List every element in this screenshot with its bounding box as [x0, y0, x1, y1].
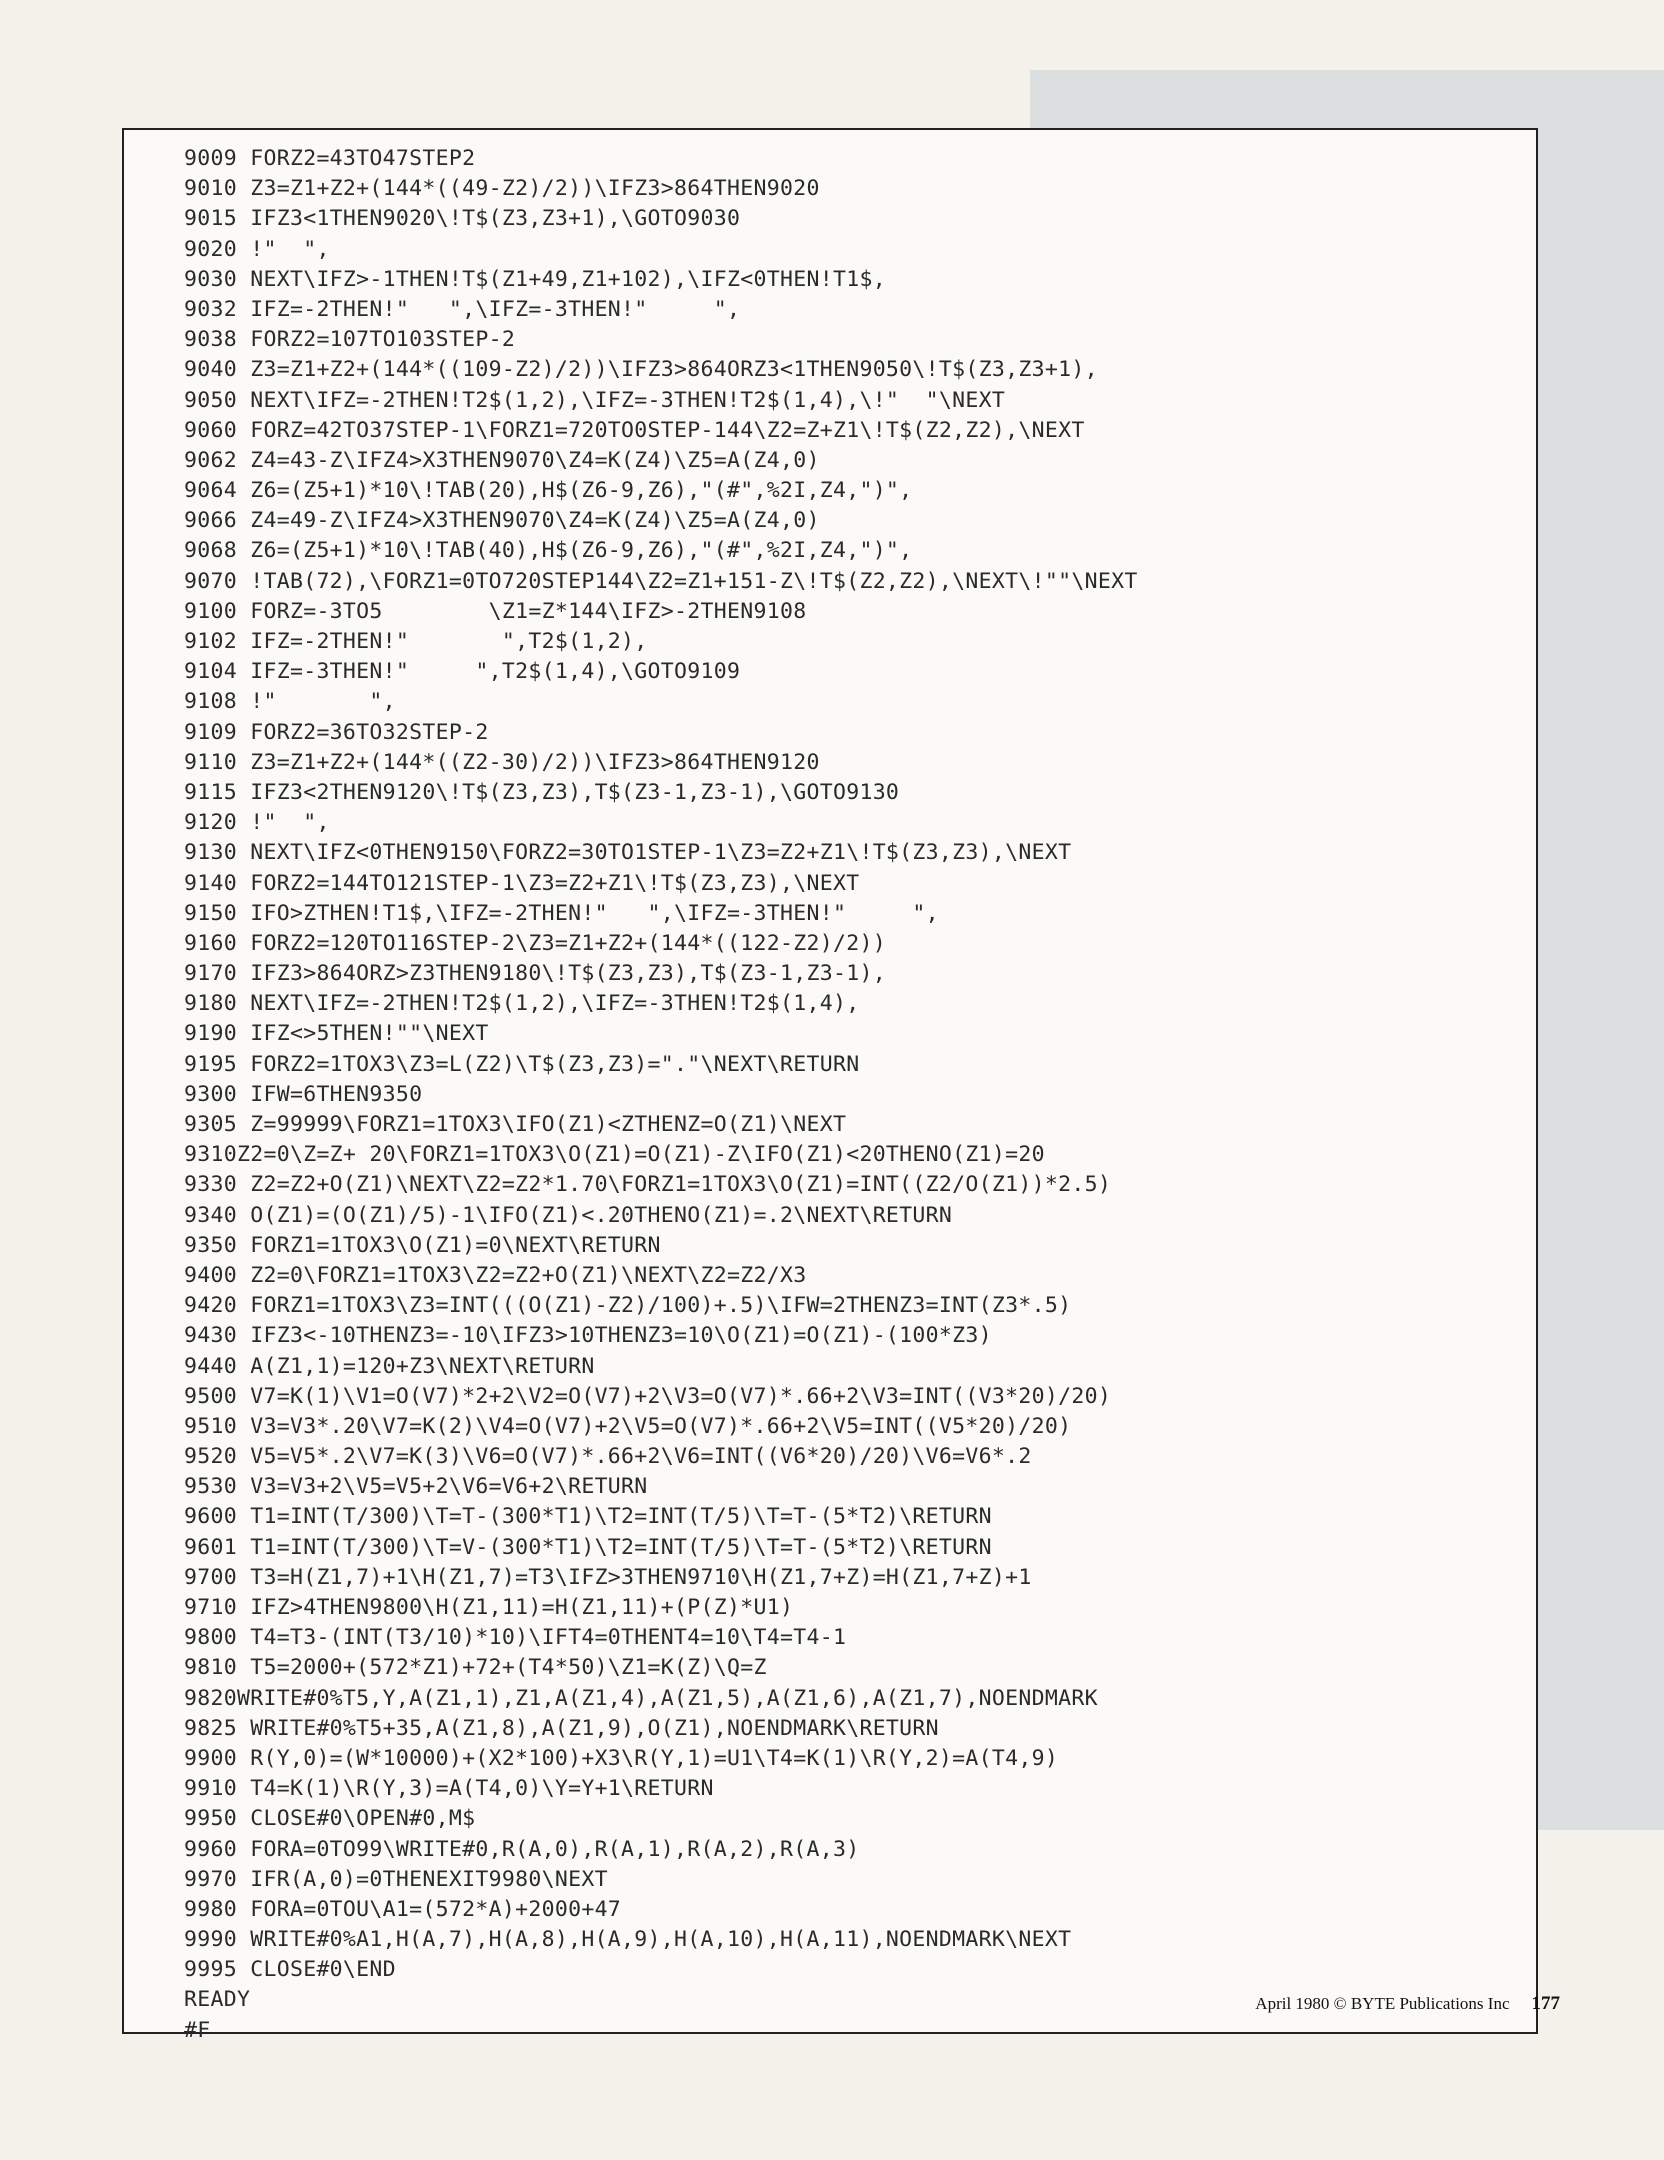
code-line: 9700 T3=H(Z1,7)+1\H(Z1,7)=T3\IFZ>3THEN9710\H(Z1,7+Z)=H(Z1,7+Z)+1 [184, 1564, 1032, 1590]
code-line: 9108 !" ", [184, 689, 396, 715]
code-line: 9995 CLOSE#0\END [184, 1957, 396, 1983]
code-line: 9150 IFO>ZTHEN!T1$,\IFZ=-2THEN!" ",\IFZ=-3THEN!" ", [184, 900, 939, 926]
code-line: 9100 FORZ=-3TO5 \Z1=Z*144\IFZ>-2THEN9108 [184, 598, 807, 624]
code-line: 9115 IFZ3<2THEN9120\!T$(Z3,Z3),T$(Z3-1,Z3-1),\GOTO9130 [184, 779, 900, 805]
code-line: 9190 IFZ<>5THEN!""\NEXT [184, 1021, 489, 1047]
code-line: 9810 T5=2000+(572*Z1)+72+(T4*50)\Z1=K(Z)\Q=Z [184, 1655, 767, 1681]
code-line: 9310Z2=0\Z=Z+ 20\FORZ1=1TOX3\O(Z1)=O(Z1)-Z\IFO(Z1)<20THENO(Z1)=20 [184, 1142, 1045, 1168]
code-line: #F [184, 2017, 211, 2043]
code-line: 9600 T1=INT(T/300)\T=T-(300*T1)\T2=INT(T/5)\T=T-(5*T2)\RETURN [184, 1504, 992, 1530]
code-line: 9400 Z2=0\FORZ1=1TOX3\Z2=Z2+O(Z1)\NEXT\Z2=Z2/X3 [184, 1262, 807, 1288]
code-line: 9440 A(Z1,1)=120+Z3\NEXT\RETURN [184, 1353, 595, 1379]
code-line: 9064 Z6=(Z5+1)*10\!TAB(20),H$(Z6-9,Z6),"(#",%2I,Z4,")", [184, 478, 913, 504]
code-line: 9130 NEXT\IFZ<0THEN9150\FORZ2=30TO1STEP-1\Z3=Z2+Z1\!T$(Z3,Z3),\NEXT [184, 840, 1072, 866]
footer-credit: April 1980 © BYTE Publications Inc [1255, 1994, 1510, 2013]
code-line: 9180 NEXT\IFZ=-2THEN!T2$(1,2),\IFZ=-3THEN!T2$(1,4), [184, 991, 860, 1017]
code-line: 9305 Z=99999\FORZ1=1TOX3\IFO(Z1)<ZTHENZ=O(Z1)\NEXT [184, 1112, 847, 1137]
code-line: 9350 FORZ1=1TOX3\O(Z1)=0\NEXT\RETURN [184, 1232, 661, 1258]
code-line: 9430 IFZ3<-10THENZ3=-10\IFZ3>10THENZ3=10\O(Z1)=O(Z1)-(100*Z3) [184, 1323, 992, 1349]
code-line: 9032 IFZ=-2THEN!" ",\IFZ=-3THEN!" ", [184, 296, 741, 322]
code-line: 9520 V5=V5*.2\V7=K(3)\V6=O(V7)*.66+2\V6=INT((V6*20)/20)\V6=V6*.2 [184, 1444, 1032, 1470]
program-listing [122, 128, 1538, 2043]
code-line: 9330 Z2=Z2+O(Z1)\NEXT\Z2=Z2*1.70\FORZ1=1TOX3\O(Z1)=INT((Z2/O(Z1))*2.5) [184, 1172, 1112, 1198]
code-line: 9340 O(Z1)=(O(Z1)/5)-1\IFO(Z1)<.20THENO(Z1)=.2\NEXT\RETURN [184, 1202, 953, 1228]
code-line: 9010 Z3=Z1+Z2+(144*((49-Z2)/2))\IFZ3>864THEN9020 [184, 176, 820, 202]
listing-lines [184, 144, 1526, 2046]
code-line: 9040 Z3=Z1+Z2+(144*((109-Z2)/2))\IFZ3>864ORZ3<1THEN9050\!T$(Z3,Z3+1), [184, 357, 1098, 383]
code-line: 9530 V3=V3+2\V5=V5+2\V6=V6+2\RETURN [184, 1474, 648, 1500]
code-line: 9825 WRITE#0%T5+35,A(Z1,8),A(Z1,9),O(Z1),NOENDMARK\RETURN [184, 1715, 939, 1741]
page-footer [0, 1993, 1560, 2015]
code-line: 9038 FORZ2=107TO103STEP-2 [184, 327, 516, 353]
code-line: 9800 T4=T3-(INT(T3/10)*10)\IFT4=0THENT4=10\T4=T4-1 [184, 1625, 847, 1651]
code-line: 9300 IFW=6THEN9350 [184, 1081, 423, 1107]
code-line: 9030 NEXT\IFZ>-1THEN!T$(Z1+49,Z1+102),\IFZ<0THEN!T1$, [184, 266, 886, 292]
code-line: 9970 IFR(A,0)=0THENEXIT9980\NEXT [184, 1866, 608, 1892]
code-line: 9900 R(Y,0)=(W*10000)+(X2*100)+X3\R(Y,1)=U1\T4=K(1)\R(Y,2)=A(T4,9) [184, 1745, 1059, 1771]
code-line: 9120 !" ", [184, 810, 330, 836]
code-line: 9510 V3=V3*.20\V7=K(2)\V4=O(V7)+2\V5=O(V7)*.66+2\V5=INT((V5*20)/20) [184, 1413, 1072, 1439]
code-line: 9160 FORZ2=120TO116STEP-2\Z3=Z1+Z2+(144*((122-Z2)/2)) [184, 930, 886, 956]
code-line: 9140 FORZ2=144TO121STEP-1\Z3=Z2+Z1\!T$(Z3,Z3),\NEXT [184, 870, 860, 896]
code-line: 9170 IFZ3>864ORZ>Z3THEN9180\!T$(Z3,Z3),T$(Z3-1,Z3-1), [184, 961, 886, 987]
code-line: 9820WRITE#0%T5,Y,A(Z1,1),Z1,A(Z1,4),A(Z1,5),A(Z1,6),A(Z1,7),NOENDMARK [184, 1685, 1098, 1711]
code-line: 9066 Z4=49-Z\IFZ4>X3THEN9070\Z4=K(Z4)\Z5=A(Z4,0) [184, 508, 820, 534]
code-line: 9195 FORZ2=1TOX3\Z3=L(Z2)\T$(Z3,Z3)="."\NEXT\RETURN [184, 1051, 860, 1077]
code-line: 9710 IFZ>4THEN9800\H(Z1,11)=H(Z1,11)+(P(Z)*U1) [184, 1595, 794, 1620]
code-line: 9109 FORZ2=36TO32STEP-2 [184, 719, 489, 745]
code-line: 9104 IFZ=-3THEN!" ",T2$(1,4),\GOTO9109 [184, 659, 741, 685]
code-line: 9110 Z3=Z1+Z2+(144*((Z2-30)/2))\IFZ3>864THEN9120 [184, 749, 820, 775]
code-line: 9960 FORA=0TO99\WRITE#0,R(A,0),R(A,1),R(A,2),R(A,3) [184, 1836, 860, 1862]
code-line: 9500 V7=K(1)\V1=O(V7)*2+2\V2=O(V7)+2\V3=O(V7)*.66+2\V3=INT((V3*20)/20) [184, 1383, 1112, 1409]
code-line: 9070 !TAB(72),\FORZ1=0TO720STEP144\Z2=Z1+151-Z\!T$(Z2,Z2),\NEXT\!""\NEXT [184, 568, 1138, 594]
code-line: 9068 Z6=(Z5+1)*10\!TAB(40),H$(Z6-9,Z6),"(#",%2I,Z4,")", [184, 538, 913, 564]
code-line: 9009 FORZ2=43TO47STEP2 [184, 146, 476, 171]
page-number: 177 [1531, 1993, 1560, 2014]
code-line: 9060 FORZ=42TO37STEP-1\FORZ1=720TO0STEP-144\Z2=Z+Z1\!T$(Z2,Z2),\NEXT [184, 417, 1085, 443]
code-line: 9990 WRITE#0%A1,H(A,7),H(A,8),H(A,9),H(A,10),H(A,11),NOENDMARK\NEXT [184, 1927, 1072, 1953]
code-line: 9020 !" ", [184, 236, 330, 262]
code-line: 9015 IFZ3<1THEN9020\!T$(Z3,Z3+1),\GOTO9030 [184, 206, 741, 232]
code-line: 9980 FORA=0TOU\A1=(572*A)+2000+47 [184, 1896, 622, 1922]
code-line: READY [184, 1987, 251, 2013]
code-line: 9420 FORZ1=1TOX3\Z3=INT(((O(Z1)-Z2)/100)+.5)\IFW=2THENZ3=INT(Z3*.5) [184, 1293, 1072, 1319]
code-line: 9910 T4=K(1)\R(Y,3)=A(T4,0)\Y=Y+1\RETURN [184, 1776, 714, 1802]
code-line: 9601 T1=INT(T/300)\T=V-(300*T1)\T2=INT(T/5)\T=T-(5*T2)\RETURN [184, 1534, 992, 1560]
code-line: 9950 CLOSE#0\OPEN#0,M$ [184, 1806, 476, 1832]
code-line: 9102 IFZ=-2THEN!" ",T2$(1,2), [184, 629, 648, 654]
code-line: 9062 Z4=43-Z\IFZ4>X3THEN9070\Z4=K(Z4)\Z5=A(Z4,0) [184, 447, 820, 473]
code-line: 9050 NEXT\IFZ=-2THEN!T2$(1,2),\IFZ=-3THEN!T2$(1,4),\!" "\NEXT [184, 387, 1006, 413]
